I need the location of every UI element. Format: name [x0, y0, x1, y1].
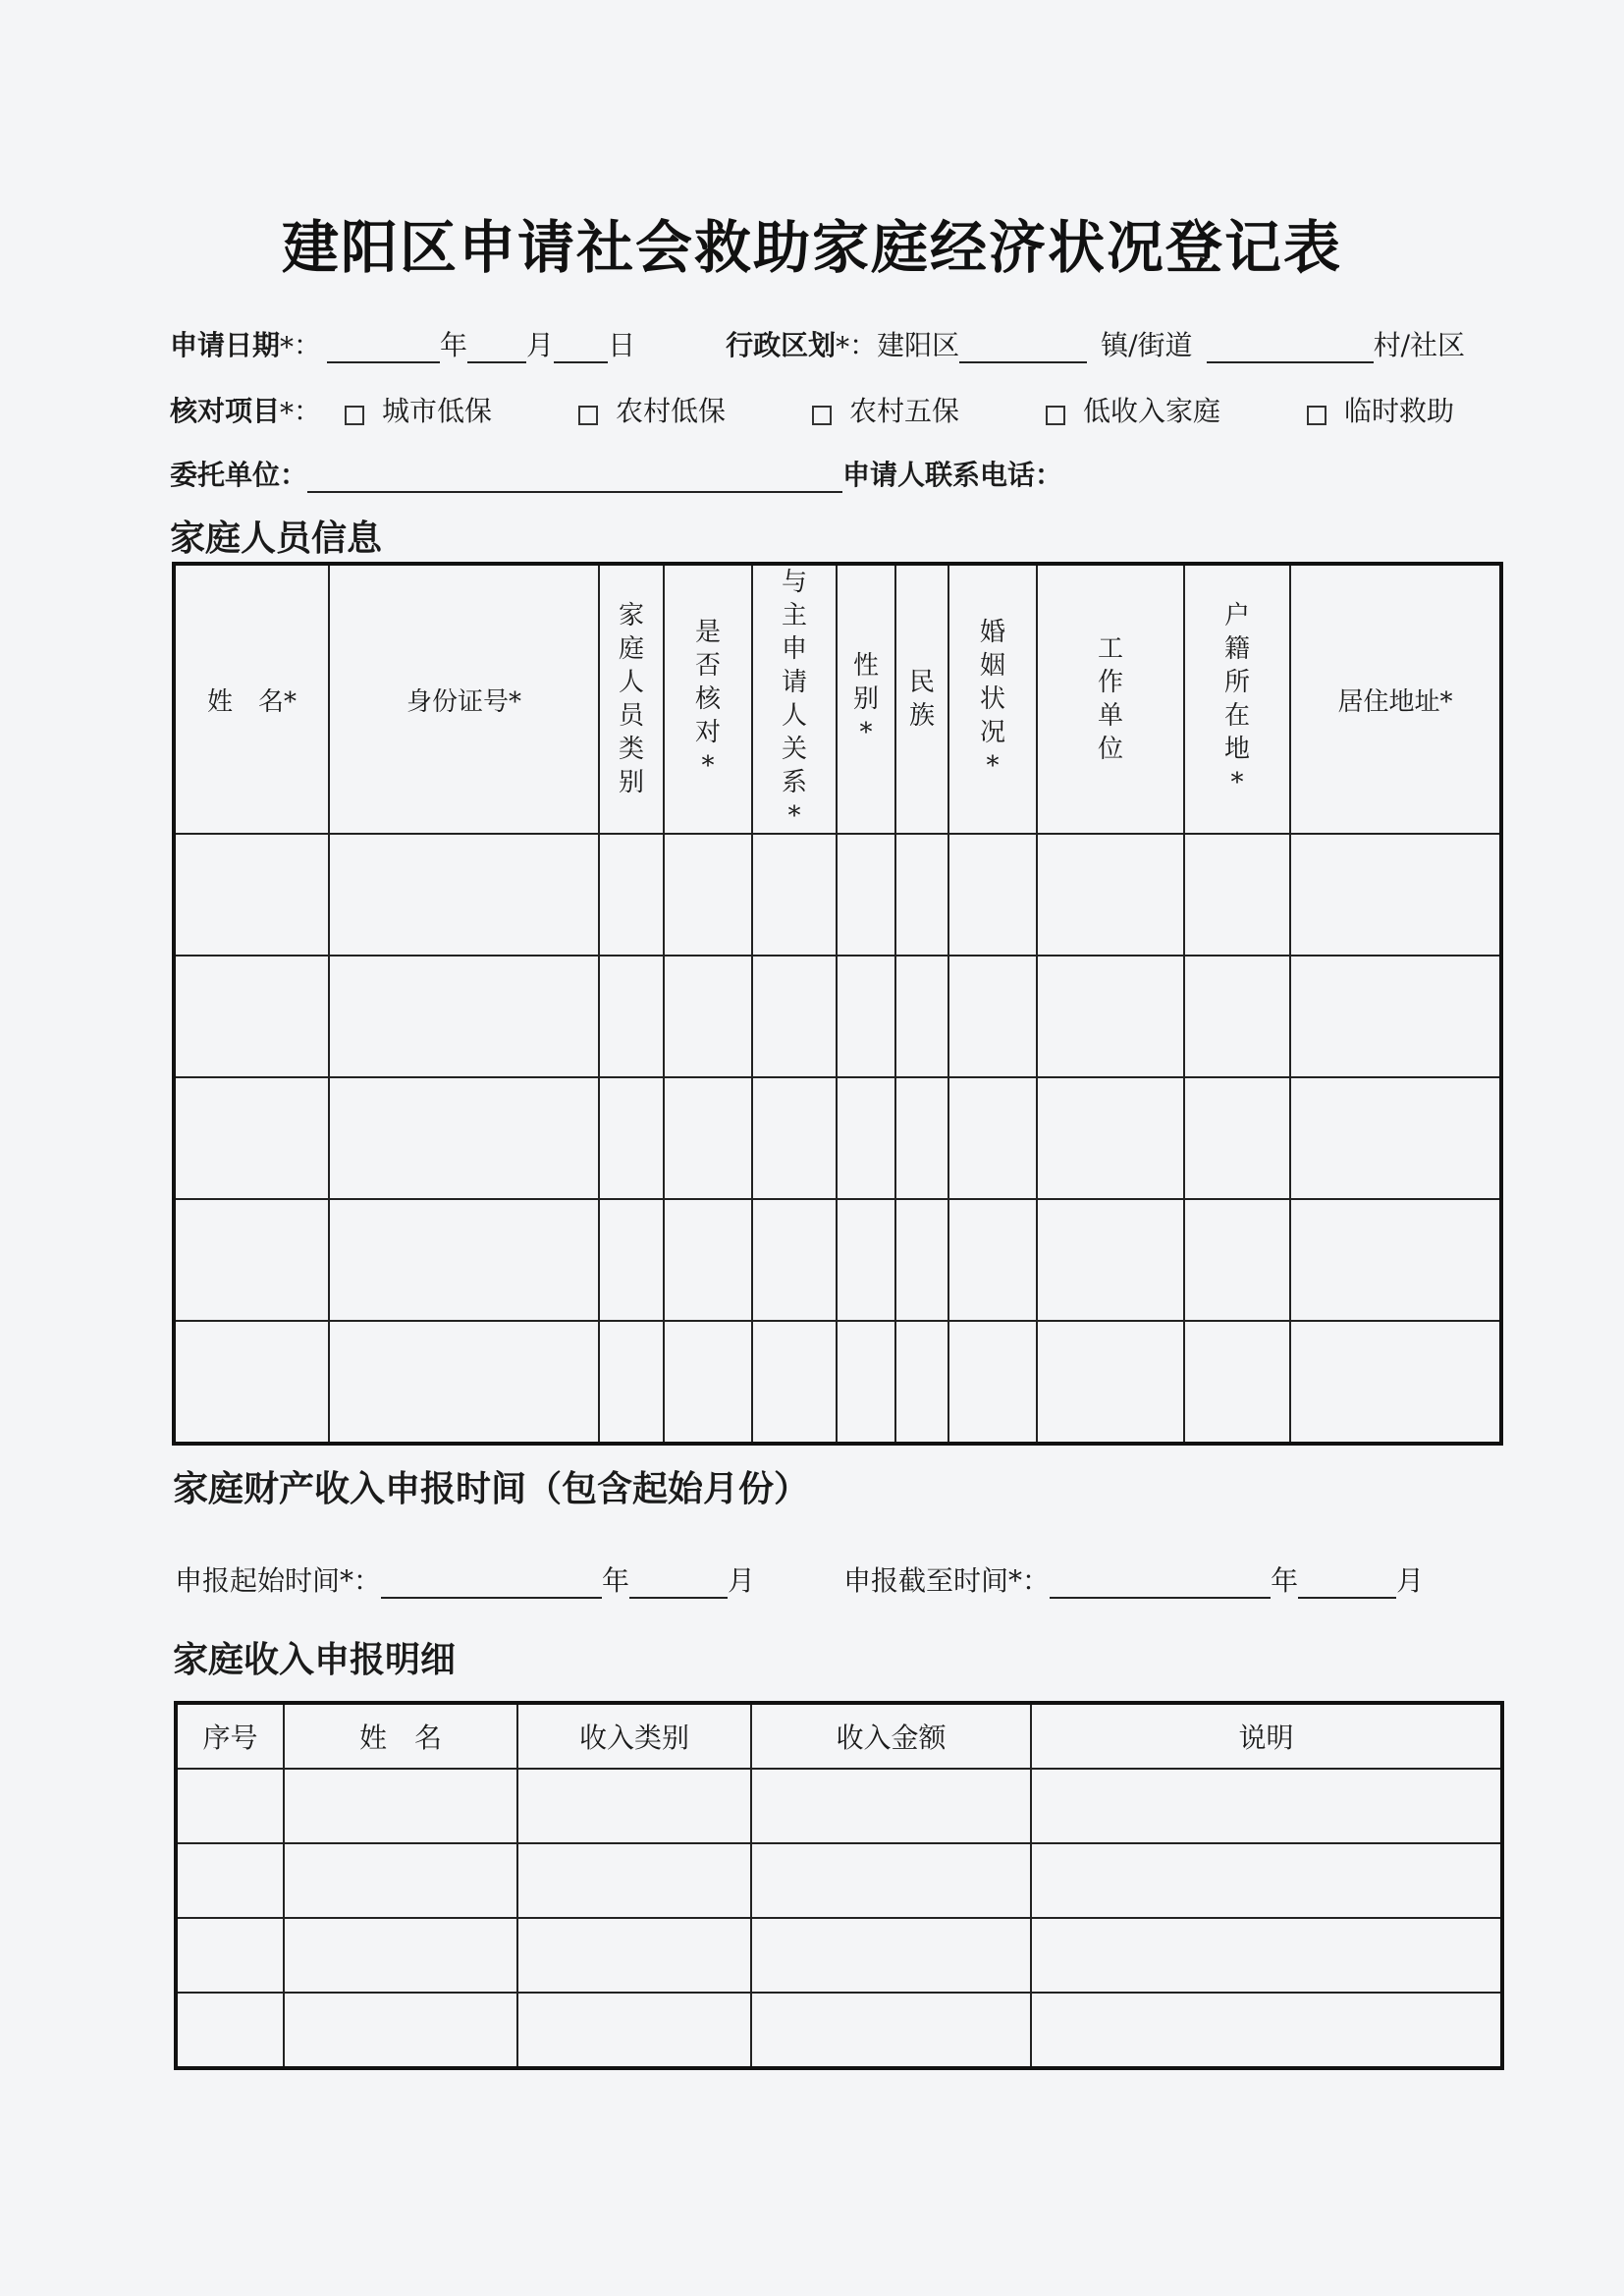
header-household-registration: 户籍所在地* — [1184, 564, 1290, 834]
table-row — [176, 1769, 1502, 1843]
family-members-table — [172, 562, 1503, 1446]
checkbox-icon[interactable] — [578, 406, 598, 425]
header-gender: 性 别* — [837, 564, 895, 834]
declaration-period-title: 家庭财产收入申报时间（包含起始月份） — [173, 1469, 810, 1509]
option-rural-dibao[interactable]: 农村低保 — [578, 390, 812, 429]
header-income-type: 收入类别 — [517, 1703, 751, 1769]
year-label: 年 — [440, 329, 468, 361]
entrust-label: 委托单位： — [170, 459, 308, 491]
verification-items-label: 核对项目 — [170, 395, 281, 427]
start-month-field[interactable] — [629, 1569, 728, 1599]
end-time-label: 申报截至时间*： — [843, 1564, 1051, 1597]
option-temporary-aid[interactable]: 临时救助 — [1307, 390, 1454, 429]
table-row — [174, 834, 1501, 956]
day-field[interactable] — [554, 334, 608, 363]
option-low-income[interactable]: 低收入家庭 — [1046, 390, 1307, 429]
header-notes: 说明 — [1031, 1703, 1502, 1769]
header-seq: 序号 — [176, 1703, 284, 1769]
header-member-category: 家庭人员类别 — [599, 564, 664, 834]
town-field[interactable] — [959, 334, 1087, 363]
table-row — [174, 1321, 1501, 1444]
table-row — [174, 956, 1501, 1077]
table-row — [176, 1843, 1502, 1918]
header-employer: 工作单位 — [1037, 564, 1184, 834]
district-prefix: 建阳区 — [877, 329, 960, 361]
district-label: 行政区划 — [726, 329, 837, 361]
month-field[interactable] — [467, 334, 526, 363]
village-field[interactable] — [1207, 334, 1374, 363]
option-rural-wubao[interactable]: 农村五保 — [812, 390, 1046, 429]
form-title: 建阳区申请社会救助家庭经济状况登记表 — [281, 214, 1342, 281]
village-label: 村/社区 — [1373, 329, 1465, 361]
option-urban-dibao[interactable]: 城市低保 — [345, 390, 578, 429]
family-section-title: 家庭人员信息 — [170, 519, 383, 559]
checkbox-icon[interactable] — [1046, 406, 1065, 425]
application-date-label: 申请日期 — [170, 329, 281, 361]
income-details-table — [174, 1701, 1504, 2070]
table-header-row — [174, 564, 1501, 834]
header-income-amount: 收入金额 — [751, 1703, 1031, 1769]
entrust-field[interactable] — [307, 464, 842, 493]
town-label: 镇/街道 — [1101, 329, 1193, 361]
end-month-field[interactable] — [1298, 1569, 1396, 1599]
header-relation: 与主申请人关系* — [752, 564, 837, 834]
verification-items-row: 核对项目 * ： 城市低保 农村低保 农村五保 低收入家庭 临时救助 — [170, 390, 1454, 429]
header-address: 居住地址* — [1290, 564, 1501, 834]
phone-label: 申请人联系电话： — [842, 459, 1063, 491]
header-id-number: 身份证号* — [329, 564, 599, 834]
checkbox-icon[interactable] — [345, 406, 364, 425]
income-section-title: 家庭收入申报明细 — [173, 1640, 457, 1680]
header-name: 姓 名* — [174, 564, 329, 834]
header-income-name: 姓 名 — [284, 1703, 517, 1769]
month-label: 月 — [526, 329, 555, 361]
table-row — [174, 1199, 1501, 1321]
application-date-row: 申请日期 * ： 年 月 日 行政区划 * ： 建阳区 镇/街道 村/社区 — [170, 324, 1465, 363]
table-header-row — [176, 1703, 1502, 1769]
table-row — [176, 1993, 1502, 2068]
end-year-field[interactable] — [1050, 1569, 1271, 1599]
header-marital-status: 婚姻状况* — [948, 564, 1037, 834]
start-year-field[interactable] — [381, 1569, 602, 1599]
year-field[interactable] — [327, 334, 440, 363]
entrust-row — [170, 454, 1062, 493]
checkbox-icon[interactable] — [1307, 406, 1326, 425]
header-ethnicity: 民 族 — [895, 564, 948, 834]
table-row — [176, 1918, 1502, 1993]
day-label: 日 — [608, 329, 636, 361]
start-time-label: 申报起始时间*： — [175, 1564, 382, 1597]
checkbox-icon[interactable] — [812, 406, 832, 425]
table-row — [174, 1077, 1501, 1199]
declaration-period-row: 申报起始时间*： 年 月 申报截至时间*： 年 月 — [175, 1559, 1424, 1599]
header-verify: 是否核对* — [664, 564, 752, 834]
